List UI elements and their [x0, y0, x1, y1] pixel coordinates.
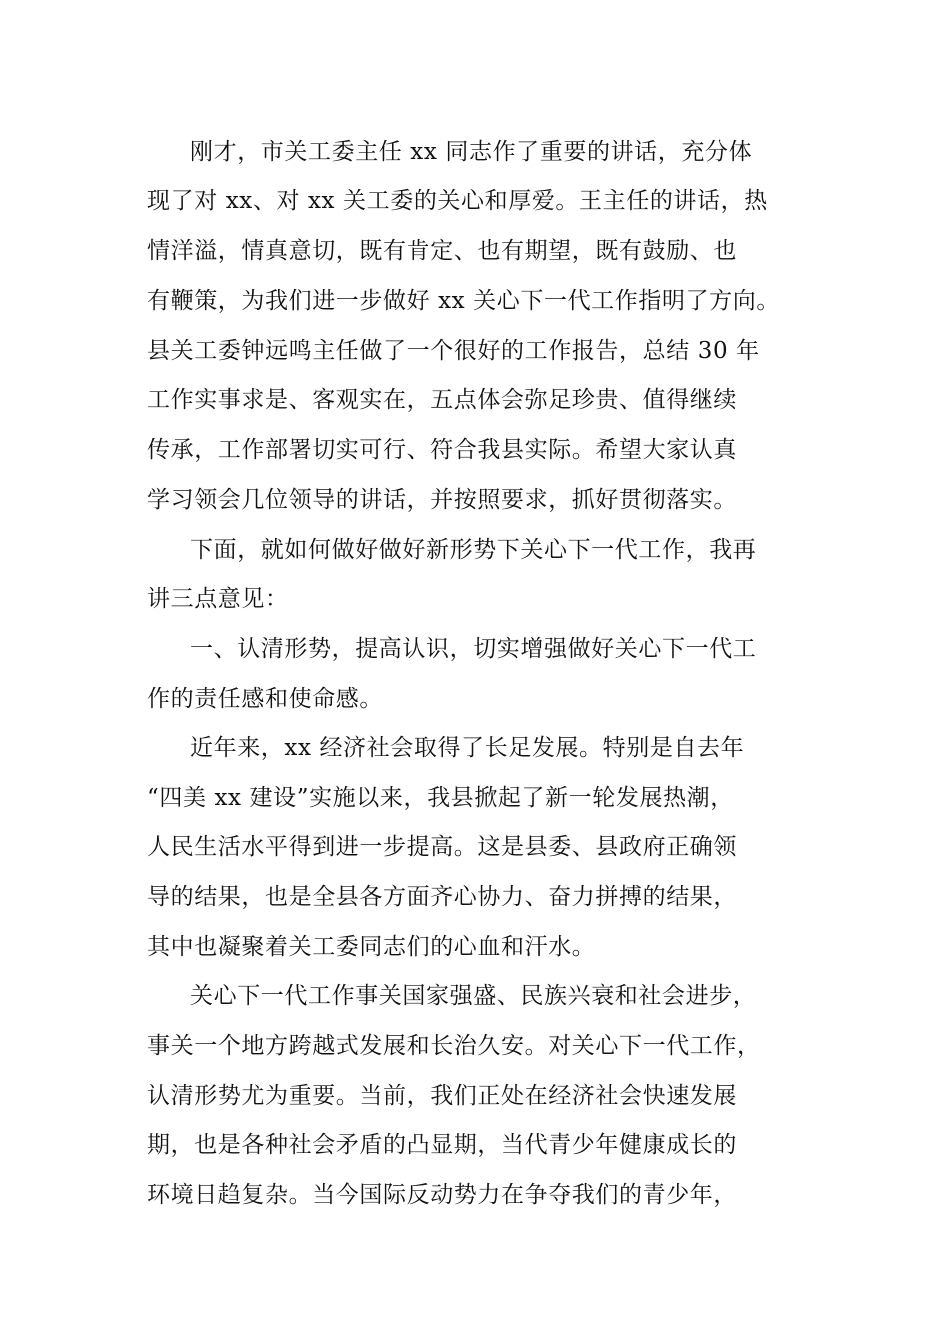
text-line: 认清形势尤为重要。当前，我们正处在经济社会快速发展	[147, 1083, 737, 1109]
text-line: 讲三点意见：	[147, 586, 289, 612]
text-line: 人民生活水平得到进一步提高。这是县委、县政府正确领	[147, 834, 737, 860]
section-heading-line: 作的责任感和使命感。	[147, 686, 383, 712]
text-line: 情洋溢，情真意切，既有肯定、也有期望，既有鼓励、也	[147, 238, 737, 264]
section-heading-line: 一、认清形势，提高认识，切实增强做好关心下一代工	[190, 636, 757, 662]
text-line: “四美 xx 建设”实施以来，我县掀起了新一轮发展热潮，	[147, 785, 734, 811]
text-line: 学习领会几位领导的讲话，并按照要求，抓好贯彻落实。	[147, 487, 737, 513]
text-line: 县关工委钟远鸣主任做了一个很好的工作报告，总结 30 年	[147, 338, 760, 364]
text-line: 事关一个地方跨越式发展和长治久安。对关心下一代工作，	[147, 1033, 761, 1059]
text-line: 下面，就如何做好做好新形势下关心下一代工作，我再	[190, 537, 757, 563]
text-line: 环境日趋复杂。当今国际反动势力在争夺我们的青少年，	[147, 1182, 737, 1208]
text-line: 有鞭策，为我们进一步做好 xx 关心下一代工作指明了方向。	[147, 288, 780, 314]
text-line: 刚才，市关工委主任 xx 同志作了重要的讲话，充分体	[190, 139, 753, 165]
text-line: 其中也凝聚着关工委同志们的心血和汗水。	[147, 934, 596, 960]
text-line: 关心下一代工作事关国家强盛、民族兴衰和社会进步，	[190, 983, 757, 1009]
text-line: 传承，工作部署切实可行、符合我县实际。希望大家认真	[147, 437, 737, 463]
text-line: 近年来，xx 经济社会取得了长足发展。特别是自去年	[190, 735, 745, 761]
text-line: 导的结果，也是全县各方面齐心协力、奋力拼搏的结果，	[147, 884, 737, 910]
text-line: 工作实事求是、客观实在，五点体会弥足珍贵、值得继续	[147, 387, 737, 413]
text-line: 现了对 xx、对 xx 关工委的关心和厚爱。王主任的讲话，热	[147, 188, 768, 214]
text-line: 期，也是各种社会矛盾的凸显期，当代青少年健康成长的	[147, 1132, 737, 1158]
